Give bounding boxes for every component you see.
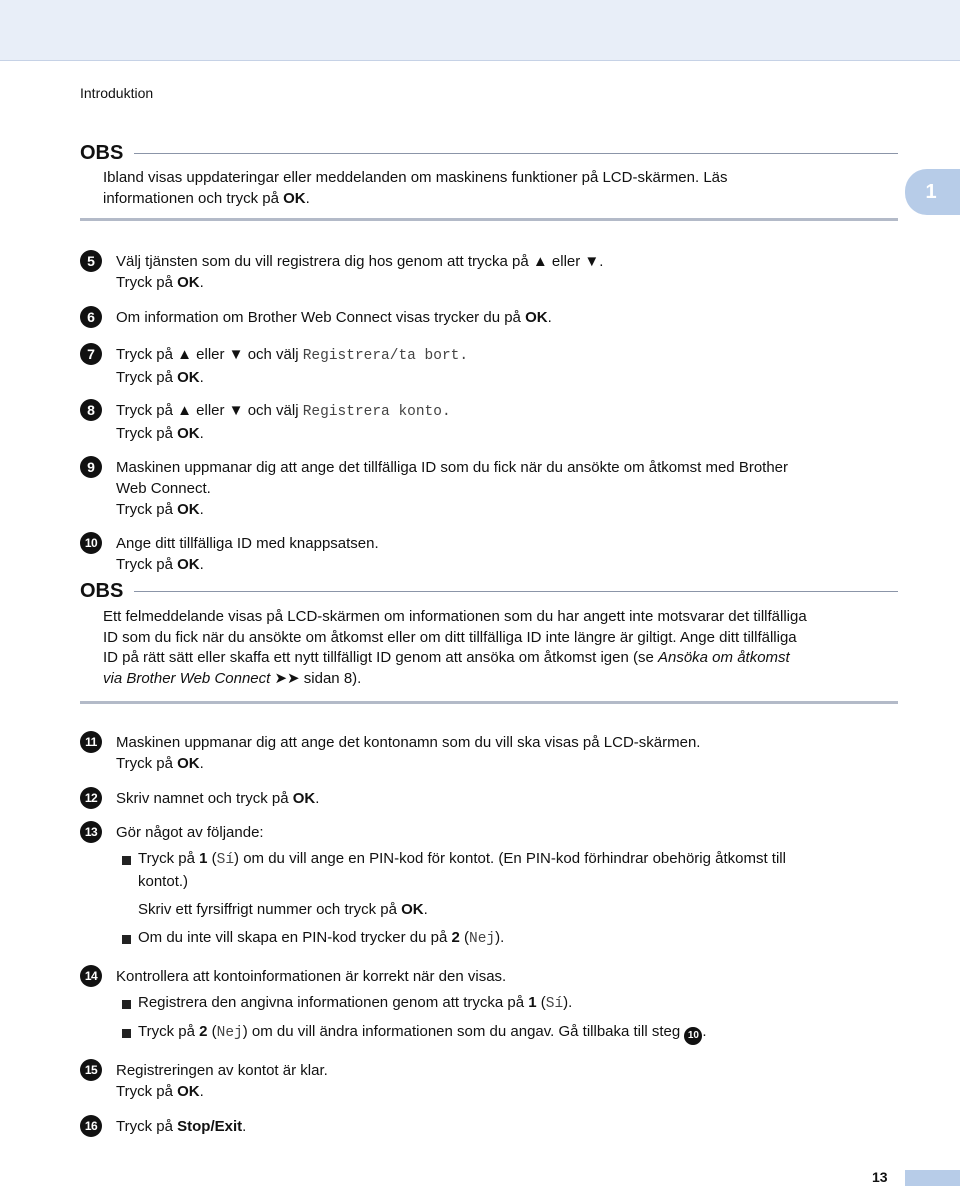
step-number-badge: 16	[80, 1115, 102, 1137]
ok-key: OK	[177, 274, 200, 291]
key-label: 1	[199, 850, 208, 867]
note-text-line: ID som du fick när du ansökte om åtkomst eller om ditt tillfälliga ID inte längre är giltigt. Ange ditt tillfälliga	[103, 628, 797, 646]
top-band	[0, 0, 960, 61]
step-number-badge: 15	[80, 1059, 102, 1081]
ok-key: OK	[525, 309, 548, 326]
step-number-badge: 5	[80, 250, 102, 272]
step-number-badge: 14	[80, 965, 102, 987]
note-text-line: Ibland visas uppdateringar eller meddelanden om maskinens funktioner på LCD-skärmen. Läs	[103, 169, 728, 186]
press-text: Tryck på	[116, 425, 178, 442]
step-text	[116, 400, 451, 444]
step-text	[116, 307, 552, 328]
section-label: Introduktion	[80, 85, 154, 101]
note-text	[103, 167, 728, 209]
lcd-option: Nej	[469, 931, 496, 947]
punct: .	[242, 1118, 247, 1135]
step-line: och välj	[243, 346, 303, 363]
step-line: Tryck på	[116, 346, 178, 363]
stop-exit-key: Stop/Exit	[177, 1118, 243, 1135]
punct: .	[199, 274, 204, 291]
chapter-number: 1	[925, 181, 937, 203]
step-text	[116, 788, 319, 809]
or-text: eller	[191, 346, 229, 363]
step-text	[116, 344, 468, 388]
bullet-icon	[122, 1000, 131, 1009]
up-arrow-icon: ▲	[177, 402, 192, 419]
punct: .	[199, 425, 204, 442]
press-text: Tryck på	[116, 369, 178, 386]
note-text-line	[103, 648, 903, 669]
punct: .	[199, 1083, 204, 1100]
bullet-line: om du vill ange en PIN-kod för kontot. (En PIN-kod förhindrar obehörig åtkomst till	[239, 850, 786, 867]
up-arrow-icon: ▲	[177, 346, 192, 363]
press-text: Tryck på	[138, 1023, 200, 1040]
step-line: Maskinen uppmanar dig att ange det tillfälliga ID som du fick när du ansökte om åtkomst med Brother	[116, 459, 789, 476]
note-text-line: Ett felmeddelande visas på LCD-skärmen om informationen som du har angett inte motsvarar det tillfälliga	[103, 608, 807, 625]
punct: .	[702, 1023, 707, 1040]
note-rule	[134, 153, 898, 154]
ok-key: OK	[177, 369, 200, 386]
step-line: Web Connect.	[116, 480, 211, 497]
bullet-icon	[122, 856, 131, 865]
note-end-rule	[80, 218, 898, 221]
step-line: Maskinen uppmanar dig att ange det kontonamn som du vill ska visas på LCD-skärmen.	[116, 734, 701, 751]
note-text-line	[103, 188, 728, 209]
note-rule	[134, 591, 898, 592]
ok-key: OK	[177, 755, 200, 772]
bullet-line: kontot.)	[138, 873, 189, 890]
press-text: Tryck på	[138, 850, 200, 867]
ok-key: OK	[292, 790, 316, 807]
ok-key: OK	[401, 901, 424, 918]
step-number-badge: 9	[80, 456, 102, 478]
note-text-part: ID på rätt sätt eller skaffa ett nytt tillfälligt ID genom att ansöka om åtkomst igen (se	[103, 649, 658, 666]
step-13	[80, 822, 900, 952]
ok-key: OK	[177, 1083, 200, 1100]
or-text: eller	[191, 402, 229, 419]
bullet-line: Registrera den angivna informationen genom att trycka på	[138, 994, 529, 1011]
note-text-line	[103, 669, 903, 690]
step-number-badge: 13	[80, 821, 102, 843]
punct: .	[199, 369, 204, 386]
press-text: Tryck på	[116, 274, 178, 291]
down-arrow-icon: ▼	[228, 402, 244, 419]
press-text: Tryck på	[116, 1118, 178, 1135]
step-line: Välj tjänsten som du vill registrera dig hos genom att trycka på	[116, 253, 533, 270]
punct: ).	[495, 929, 505, 946]
step-text: Kontrollera att kontoinformationen är korrekt när den visas.	[116, 968, 507, 985]
step-text	[116, 457, 788, 520]
ok-key: OK	[177, 425, 200, 442]
step-reference-badge: 10	[684, 1027, 702, 1045]
up-arrow-icon: ▲	[532, 253, 548, 270]
punct: .	[199, 556, 204, 573]
ok-key: OK	[283, 190, 306, 207]
bullet-icon	[122, 935, 131, 944]
bullet-text: Tryck på 2 (Nej) om du vill ändra informationen som du angav. Gå tillbaka till steg 10 .	[138, 1021, 707, 1045]
page-number-tab	[905, 1170, 960, 1186]
bullet-text: Om du inte vill skapa en PIN-kod trycker du på 2 (Nej).	[138, 929, 505, 947]
lcd-option: Registrera/ta bort.	[302, 348, 469, 364]
step-number-badge: 10	[80, 532, 102, 554]
or-text: eller	[547, 253, 585, 270]
press-text: Tryck på	[116, 501, 178, 518]
lcd-option: Registrera konto.	[302, 404, 451, 420]
key-label: 2	[451, 929, 460, 946]
note-title: OBS	[80, 142, 124, 164]
punct: ).	[563, 994, 573, 1011]
step-text	[116, 1116, 246, 1137]
cross-reference[interactable]: Ansöka om åtkomst	[657, 649, 790, 666]
key-label: 1	[528, 994, 537, 1011]
note-end-rule	[80, 701, 898, 704]
step-text	[116, 1060, 328, 1102]
bullet-line: Skriv ett fyrsiffrigt nummer och tryck på	[138, 901, 402, 918]
ok-key: OK	[177, 501, 200, 518]
arrow-icon: ➤➤	[274, 669, 300, 687]
press-text: Tryck på	[116, 1083, 178, 1100]
step-text: Gör något av följande:	[116, 824, 264, 841]
note-text	[103, 607, 903, 689]
bullet-text: Registrera den angivna informationen genom att trycka på 1 (Sí).	[138, 994, 573, 1012]
punct: .	[315, 790, 320, 807]
step-text	[116, 732, 700, 774]
page-number: 13	[872, 1169, 888, 1185]
step-number-badge: 7	[80, 343, 102, 365]
cross-reference[interactable]: via Brother Web Connect	[103, 669, 271, 687]
ok-key: OK	[177, 556, 200, 573]
bullet-text: Tryck på 1 (Sí) om du vill ange en PIN-kod för kontot. (En PIN-kod förhindrar obehörig åtkomst till kontot.) Skriv ett fyrsiffrigt nummer och tryck på OK.	[138, 850, 786, 918]
step-text	[116, 533, 379, 575]
step-line: Ange ditt tillfälliga ID med knappsatsen.	[116, 535, 379, 552]
note-text-part: sidan 8).	[299, 669, 362, 687]
lcd-option: Nej	[216, 1025, 243, 1041]
punct: .	[423, 901, 428, 918]
note-text-part: informationen och tryck på	[103, 190, 284, 207]
bullet-line: Om du inte vill skapa en PIN-kod trycker du på	[138, 929, 452, 946]
punct: .	[547, 309, 552, 326]
press-text: Tryck på	[116, 556, 178, 573]
lcd-option: Sí	[216, 852, 235, 868]
down-arrow-icon: ▼	[584, 253, 600, 270]
bullet-line: om du vill ändra informationen som du angav. Gå tillbaka till steg	[247, 1023, 685, 1040]
step-line: Registreringen av kontot är klar.	[116, 1062, 328, 1079]
step-line: och välj	[243, 402, 303, 419]
lcd-option: Sí	[545, 996, 564, 1012]
step-number-badge: 11	[80, 731, 102, 753]
punct: .	[199, 501, 204, 518]
press-text: Tryck på	[116, 755, 178, 772]
step-number-badge: 6	[80, 306, 102, 328]
note-title: OBS	[80, 580, 124, 602]
punct: .	[599, 253, 604, 270]
step-14	[80, 966, 900, 1056]
bullet-icon	[122, 1029, 131, 1038]
key-label: 2	[199, 1023, 208, 1040]
down-arrow-icon: ▼	[228, 346, 244, 363]
step-text	[116, 251, 603, 293]
step-line: Skriv namnet och tryck på	[116, 790, 293, 807]
step-line: Tryck på	[116, 402, 178, 419]
punct: .	[199, 755, 204, 772]
step-number-badge: 8	[80, 399, 102, 421]
step-number-badge: 12	[80, 787, 102, 809]
step-line: Om information om Brother Web Connect visas trycker du på	[116, 309, 526, 326]
punct: .	[305, 190, 310, 207]
